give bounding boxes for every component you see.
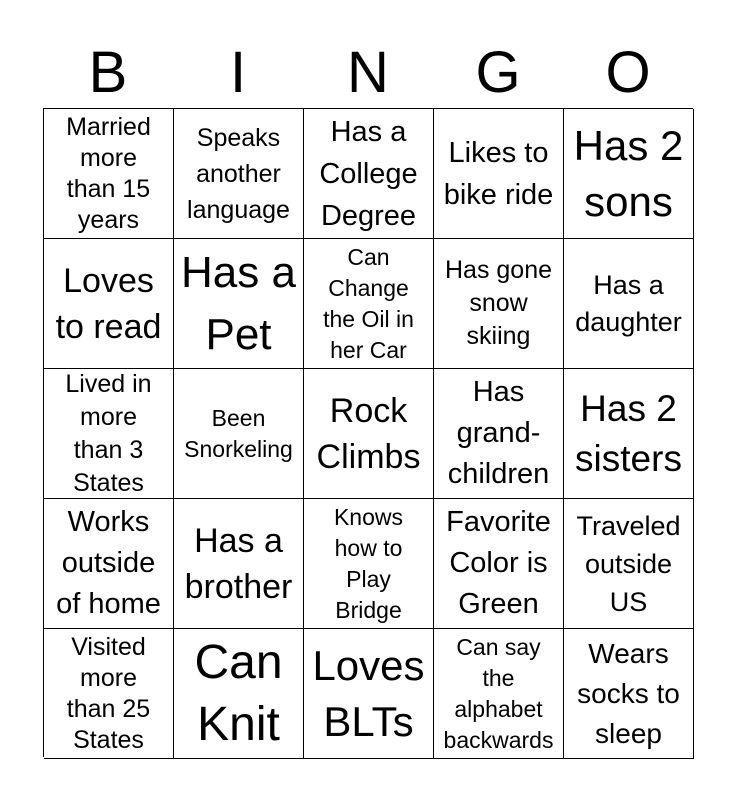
- cell-label: Has a daughter: [575, 269, 682, 337]
- cell-label: Lived in more than 3 States: [65, 369, 152, 497]
- cell-label: Works outside of home: [56, 506, 161, 620]
- bingo-cell[interactable]: [564, 239, 694, 369]
- cell-label: Has a Pet: [181, 247, 296, 359]
- bingo-cell[interactable]: [564, 629, 694, 759]
- bingo-cell[interactable]: [44, 109, 174, 239]
- cell-label: Wears socks to sleep: [577, 637, 680, 749]
- cell-label: Loves to read: [55, 261, 162, 346]
- bingo-board: [43, 108, 693, 757]
- cell-label: Traveled outside US: [576, 510, 681, 617]
- bingo-cell[interactable]: [174, 239, 304, 369]
- bingo-cell[interactable]: [44, 239, 174, 369]
- bingo-cell[interactable]: [434, 239, 564, 369]
- bingo-cell[interactable]: [174, 629, 304, 759]
- bingo-cell[interactable]: [434, 499, 564, 629]
- bingo-cell[interactable]: [304, 369, 434, 499]
- cell-label: Rock Climbs: [316, 391, 421, 476]
- cell-label: Can Knit: [194, 635, 283, 751]
- cell-label: Can Change the Oil in her Car: [323, 243, 414, 363]
- header-letter-i: I: [229, 40, 247, 105]
- bingo-cell[interactable]: [434, 629, 564, 759]
- cell-label: Has grand-children: [447, 376, 550, 490]
- bingo-cell[interactable]: [304, 109, 434, 239]
- cell-label: Has 2 sons: [573, 121, 684, 225]
- bingo-cell[interactable]: [44, 369, 174, 499]
- cell-label: Loves BLTs: [312, 641, 425, 745]
- bingo-cell[interactable]: [174, 499, 304, 629]
- cell-label: Has gone snow skiing: [444, 256, 553, 350]
- header-letter-g: G: [475, 40, 521, 105]
- cell-label: Has a College Degree: [319, 115, 418, 232]
- cell-label: Been Snorkeling: [184, 404, 293, 462]
- cell-label: Favorite Color is Green: [446, 506, 551, 620]
- cell-label: Can say the alphabet backwards: [443, 633, 554, 753]
- bingo-cell[interactable]: [174, 109, 304, 239]
- header-letter-b: B: [88, 40, 128, 105]
- bingo-cell[interactable]: [174, 369, 304, 499]
- bingo-cell[interactable]: [434, 369, 564, 499]
- bingo-cell[interactable]: [434, 109, 564, 239]
- header-letter-o: O: [605, 40, 651, 105]
- cell-label: Knows how to Play Bridge: [333, 503, 404, 623]
- cell-label: Visited more than 25 States: [66, 632, 151, 754]
- bingo-cell[interactable]: [564, 369, 694, 499]
- header-letter-n: N: [347, 40, 389, 105]
- cell-label: Speaks another language: [187, 123, 290, 224]
- bingo-cell[interactable]: [304, 239, 434, 369]
- bingo-cell[interactable]: [44, 499, 174, 629]
- bingo-header: [43, 38, 693, 108]
- cell-label: Has a brother: [184, 521, 293, 606]
- bingo-cell[interactable]: [304, 499, 434, 629]
- cell-label: Married more than 15 years: [66, 112, 151, 234]
- bingo-cell[interactable]: [564, 499, 694, 629]
- cell-label: Likes to bike ride: [443, 136, 554, 211]
- bingo-cell[interactable]: [564, 109, 694, 239]
- cell-label: Has 2 sisters: [575, 387, 682, 479]
- bingo-cell[interactable]: [44, 629, 174, 759]
- bingo-cell[interactable]: [304, 629, 434, 759]
